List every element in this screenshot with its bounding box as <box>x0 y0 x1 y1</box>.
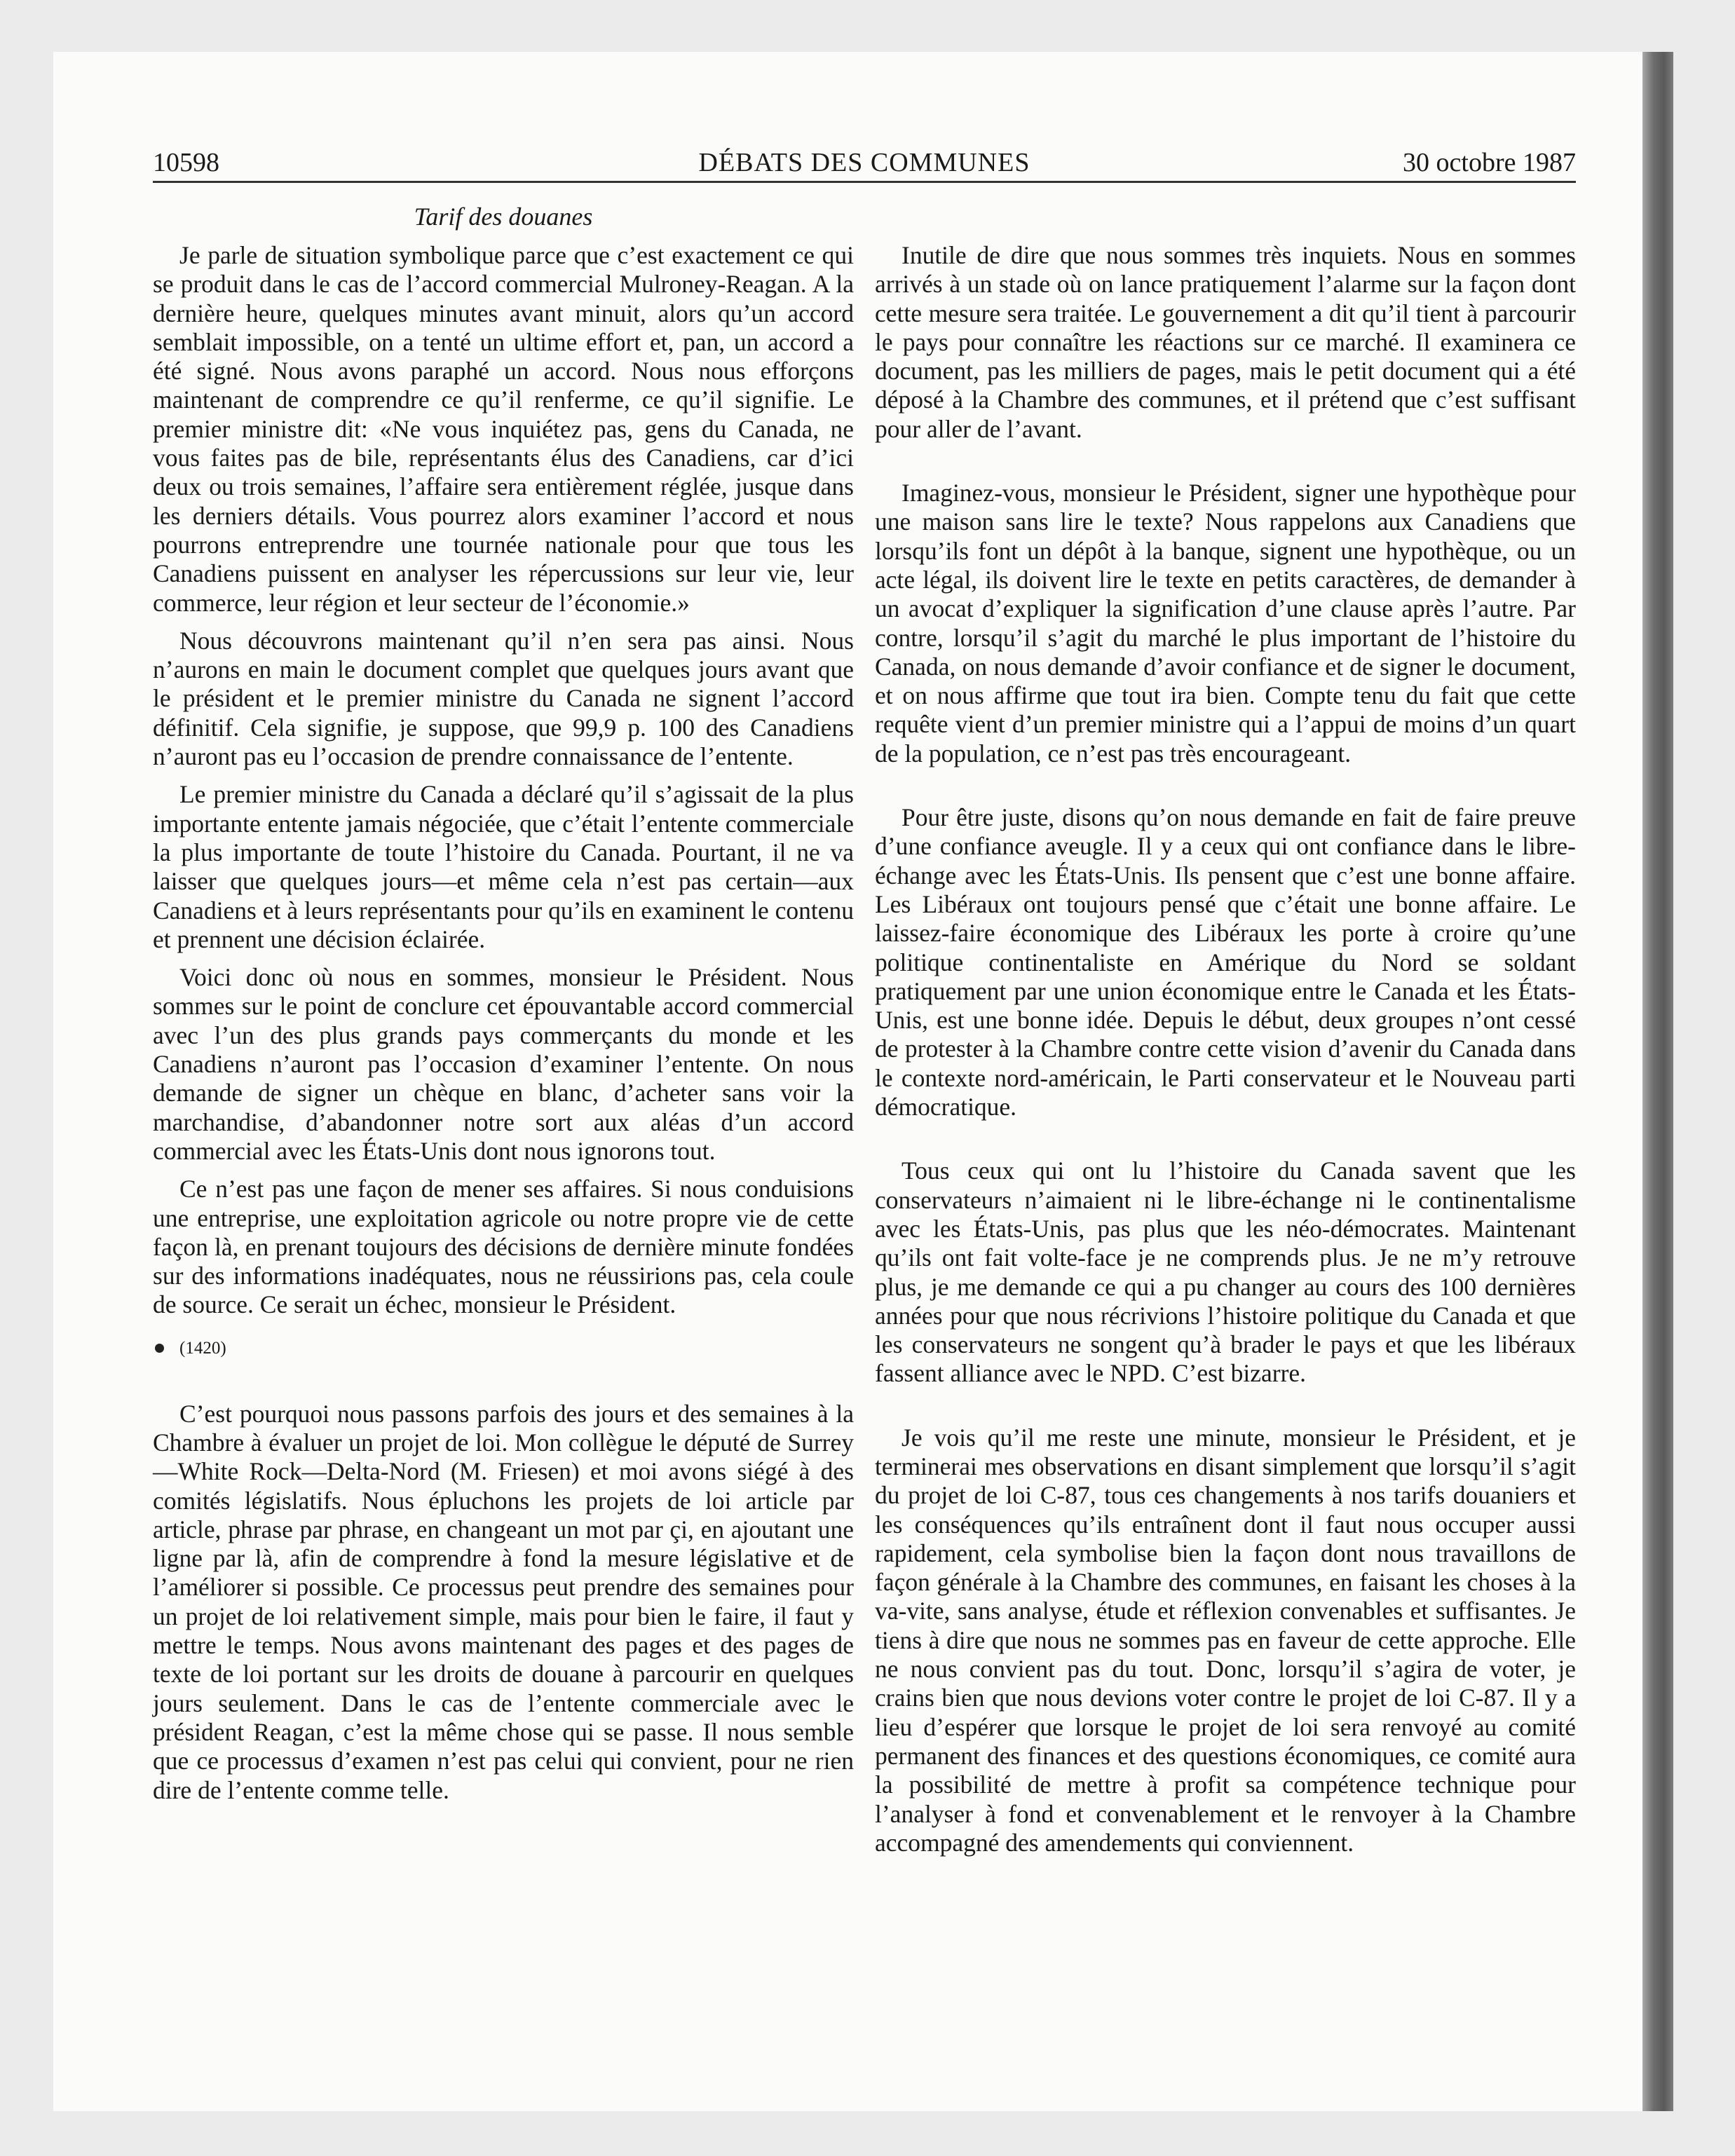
time-marker-label: (1420) <box>179 1338 226 1358</box>
right-column <box>875 241 1576 1857</box>
paragraph: Inutile de dire que nous sommes très inquiets. Nous en sommes arrivés à un stade où on lance pratiquement l’alarme sur la façon dont cette mesure sera traitée. Le gouvernement a dit qu’il tient à parcourir le pays pour connaître les réactions sur ce marché. Il examinera ce document, pas les milliers de pages, mais le petit document qui a été déposé à la Chambre des communes, et il prétend que c’est suffisant pour aller de l’avant. <box>875 241 1576 443</box>
section-title: Tarif des douanes <box>414 203 593 231</box>
scan-edge-shadow <box>1642 52 1673 2111</box>
paragraph: Tous ceux qui ont lu l’histoire du Canada savent que les conservateurs n’aimaient ni le libre-échange ni le continentalisme avec les États-Unis, pas plus que les néo-démocrates. Maintenant qu’ils ont fait volte-face je ne comprends plus. Je ne m’y retrouve plus, je me demande ce qui a pu changer au cours des 100 dernières années pour que nous récrivions l’histoire politique du Canada et que les conservateurs ne songent qu’à brader le pays et que les libéraux fassent alliance avec le NPD. C’est bizarre. <box>875 1157 1576 1388</box>
left-column <box>153 241 854 1805</box>
header-rule <box>153 181 1576 183</box>
issue-date: 30 octobre 1987 <box>1403 148 1576 177</box>
journal-title: DÉBATS DES COMMUNES <box>698 148 1030 177</box>
paragraph: Voici donc où nous en sommes, monsieur le Président. Nous sommes sur le point de conclure cet épouvantable accord commercial avec l’un des plus grands pays commerçants du monde et les Canadiens n’auront pas l’occasion d’examiner l’entente. On nous demande de signer un chèque en blanc, d’acheter sans voir la marchandise, d’abandonner notre sort aux aléas d’un accord commercial avec les États-Unis dont nous ignorons tout. <box>153 963 854 1165</box>
page-number: 10598 <box>153 148 219 177</box>
time-marker <box>153 1337 854 1360</box>
paragraph: C’est pourquoi nous passons parfois des jours et des semaines à la Chambre à évaluer un projet de loi. Mon collègue le député de Surrey—White Rock—Delta-Nord (M. Friesen) et moi avons siégé à des comités législatifs. Nous épluchons les projets de loi article par article, phrase par phrase, en changeant un mot par çi, en ajoutant une ligne par là, afin de comprendre à fond la mesure législative et de l’améliorer si possible. Ce processus peut prendre des semaines pour un projet de loi relativement simple, mais pour bien le faire, il faut y mettre le temps. Nous avons maintenant des pages et des pages de texte de loi portant sur les droits de douane à parcourir en quelques jours seulement. Dans le cas de l’entente commerciale avec le président Reagan, c’est la même chose qui se passe. Il nous semble que ce processus d’examen n’est pas celui qui convient, pour ne rien dire de l’entente comme telle. <box>153 1399 854 1804</box>
paragraph: Le premier ministre du Canada a déclaré qu’il s’agissait de la plus importante entente jamais négociée, que c’était l’entente commerciale la plus importante de toute l’histoire du Canada. Pourtant, il ne va laisser que quelques jours—et même cela n’est pas certain—aux Canadiens et à leurs représentants pour qu’ils en examinent le contenu et prennent une décision éclairée. <box>153 780 854 953</box>
paragraph: Je vois qu’il me reste une minute, monsieur le Président, et je terminerai mes observations en disant simplement que lorsqu’il s’agit du projet de loi C-87, tous ces changements à nos tarifs douaniers et les conséquences qu’ils entraînent dont il faut nous occuper aussi rapidement, cela symbolise bien la façon dont nous travaillons de façon générale à la Chambre des communes, en faisant les choses à la va-vite, sans analyse, étude et réflexion convenables et suffisantes. Je tiens à dire que nous ne sommes pas en faveur de cette approche. Elle ne nous convient pas du tout. Donc, lorsqu’il s’agira de voter, je crains bien que nous devions voter contre le projet de loi C-87. Il y a lieu d’espérer que lorsque le projet de loi sera renvoyé au comité permanent des finances et des questions économiques, ce comité aura la possibilité de mettre à profit sa compétence technique pour l’analyser à fond et convenablement et le renvoyer à la Chambre accompagné des amendements qui conviennent. <box>875 1423 1576 1857</box>
bullet-icon <box>155 1344 164 1353</box>
paragraph: Nous découvrons maintenant qu’il n’en sera pas ainsi. Nous n’aurons en main le document complet que quelques jours avant que le président et le premier ministre du Canada ne signent l’accord définitif. Cela signifie, je suppose, que 99,9 p. 100 des Canadiens n’auront pas eu l’occasion de prendre connaissance de l’entente. <box>153 626 854 771</box>
paragraph: Pour être juste, disons qu’on nous demande en fait de faire preuve d’une confiance aveugle. Il y a ceux qui ont confiance dans le libre-échange avec les États-Unis. Ils pensent que c’est une bonne affaire. Les Libéraux ont toujours pensé que c’était une bonne affaire. Le laissez-faire économique des Libéraux les porte à croire qu’une politique continentaliste en Amérique du Nord se soldant pratiquement par une union économique entre le Canada et les États-Unis, est une bonne idée. Depuis le début, deux groupes n’ont cessé de protester à la Chambre contre cette vision d’avenir du Canada dans le contexte nord-américain, le Parti conservateur et le Nouveau parti démocratique. <box>875 803 1576 1121</box>
paragraph: Je parle de situation symbolique parce que c’est exactement ce qui se produit dans le cas de l’accord commercial Mulroney-Reagan. A la dernière heure, quelques minutes avant minuit, alors qu’un accord semblait impossible, on a tenté un ultime effort et, pan, un accord a été signé. Nous avons paraphé un accord. Nous nous efforçons maintenant de comprendre ce qu’il renferme, ce qu’il signifie. Le premier ministre dit: «Ne vous inquiétez pas, gens du Canada, ne vous faites pas de bile, représentants élus des Canadiens, car d’ici deux ou trois semaines, l’affaire sera entièrement réglée, jusque dans les derniers détails. Vous pourrez alors examiner l’accord et nous pourrons entreprendre une tournée nationale pour que tous les Canadiens puissent en analyser les répercussions sur leur vie, leur commerce, leur région et leur secteur de l’économie.» <box>153 241 854 617</box>
paragraph: Ce n’est pas une façon de mener ses affaires. Si nous conduisions une entreprise, une exploitation agricole ou notre propre vie de cette façon là, en prenant toujours des décisions de dernière minute fondées sur des informations inadéquates, nous ne réussirions pas, cela coule de source. Ce serait un échec, monsieur le Président. <box>153 1175 854 1319</box>
paragraph: Imaginez-vous, monsieur le Président, signer une hypothèque pour une maison sans lire le texte? Nous rappelons aux Canadiens que lorsqu’ils font un dépôt à la banque, signent une hypothèque, ou un acte légal, ils doivent lire le texte en petits caractères, de demander à un avocat d’expliquer la signification d’une clause après l’autre. Par contre, lorsqu’il s’agit du marché le plus important de l’histoire du Canada, on nous demande d’avoir confiance et de signer le document, et on nous affirme que tout ira bien. Compte tenu du fait que cette requête vient d’un premier ministre qui a l’appui de moins d’un quart de la population, ce n’est pas très encourageant. <box>875 479 1576 767</box>
running-header <box>153 144 1576 181</box>
